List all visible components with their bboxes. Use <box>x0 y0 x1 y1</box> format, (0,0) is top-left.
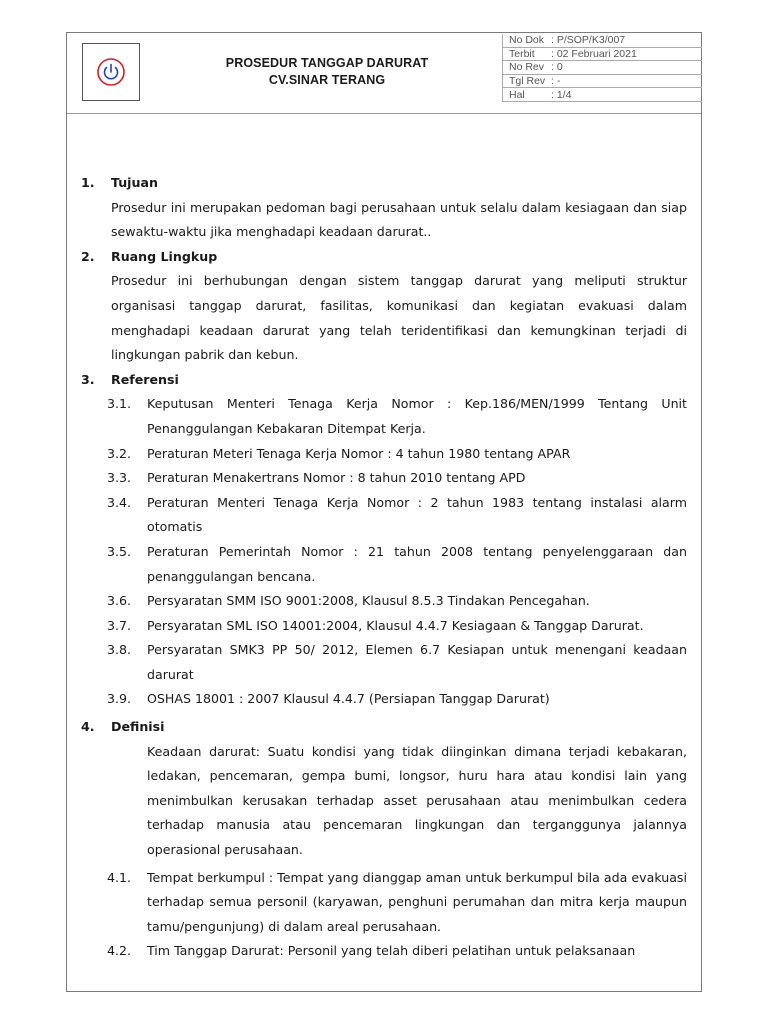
list-item-text: Peraturan Menakertrans Nomor : 8 tahun 2010 tentang APD <box>147 470 526 486</box>
document-header <box>67 33 701 113</box>
meta-row-tgl-rev <box>502 75 702 89</box>
section-title: Definisi <box>111 719 165 735</box>
list-item-number: 3.7. <box>107 617 132 633</box>
meta-row-terbit <box>502 48 702 62</box>
section-number: 1. <box>81 175 95 190</box>
meta-label: No Dok <box>509 34 545 47</box>
document-meta-table <box>502 34 702 102</box>
list-item <box>107 687 687 712</box>
section-number: 4. <box>81 719 95 735</box>
list-item <box>107 392 687 441</box>
meta-value: : - <box>551 75 561 88</box>
meta-value: : 02 Februari 2021 <box>551 47 637 60</box>
list-item <box>107 638 687 687</box>
title-line-1: PROSEDUR TANGGAP DARURAT <box>225 56 429 70</box>
header-divider <box>67 113 701 114</box>
list-item <box>107 614 687 639</box>
section-heading <box>81 245 687 270</box>
section-paragraph: Prosedur ini berhubungan dengan sistem tanggap darurat yang meliputi struktur organisasi tanggap darurat, fasilitas, komunikasi dan kegiatan evakuasi dalam menghadapi keadaan darurat yang telah teridentifikasi dan kemungkinan terjadi di lingkungan pabrik dan kebun. <box>111 273 687 363</box>
list-item-number: 4.1. <box>107 869 132 885</box>
company-logo <box>82 43 140 101</box>
meta-row-hal <box>502 88 702 102</box>
list-item-text: Persyaratan SMK3 PP 50/ 2012, Elemen 6.7 Kesiapan untuk menengani keadaan darurat <box>147 642 687 682</box>
list-item <box>107 939 687 964</box>
title-line-2: CV.SINAR TERANG <box>268 73 386 87</box>
list-item-number: 4.2. <box>107 943 132 959</box>
list-item-number: 3.8. <box>107 642 132 658</box>
list-item-number: 3.2. <box>107 445 132 461</box>
list-item-text: Persyaratan SMM ISO 9001:2008, Klausul 8.5.3 Tindakan Pencegahan. <box>147 593 590 609</box>
section-heading <box>81 171 687 196</box>
list-item <box>107 540 687 589</box>
section-heading <box>81 715 687 740</box>
section-title: Referensi <box>111 371 179 387</box>
meta-value: : 1/4 <box>551 88 572 101</box>
list-item-text: Persyaratan SML ISO 14001:2004, Klausul 4.4.7 Kesiagaan & Tanggap Darurat. <box>147 617 644 633</box>
list-item <box>107 466 687 491</box>
meta-label: Tgl Rev <box>509 75 546 88</box>
section-number: 3. <box>81 371 95 387</box>
list-item-number: 3.9. <box>107 691 132 707</box>
list-item <box>107 589 687 614</box>
section-paragraph: Prosedur ini merupakan pedoman bagi perusahaan untuk selalu dalam kesiagaan dan siap sewaktu-waktu jika menghadapi keadaan darurat.. <box>111 199 687 240</box>
section-number: 2. <box>81 248 95 264</box>
list-item-text: Keputusan Menteri Tenaga Kerja Nomor : Kep.186/MEN/1999 Tentang Unit Penanggulangan Kebakaran Ditempat Kerja. <box>147 396 687 436</box>
meta-label: Hal <box>509 88 525 101</box>
list-item-text: OSHAS 18001 : 2007 Klausul 4.4.7 (Persiapan Tanggap Darurat) <box>147 691 550 707</box>
list-item-number: 3.6. <box>107 593 132 609</box>
meta-label: Terbit <box>509 47 535 60</box>
meta-row-no-rev <box>502 61 702 75</box>
list-item <box>107 491 687 540</box>
list-item-text: Peraturan Pemerintah Nomor : 21 tahun 2008 tentang penyelenggaraan dan penanggulangan bencana. <box>147 543 687 584</box>
list-item-number: 3.5. <box>107 543 132 559</box>
list-item <box>107 866 687 940</box>
power-icon <box>91 52 131 92</box>
meta-label: No Rev <box>509 61 545 74</box>
list-item-number: 3.1. <box>107 396 132 412</box>
document-page <box>66 32 702 992</box>
meta-row-no-dok <box>502 34 702 48</box>
list-item-text: Peraturan Meteri Tenaga Kerja Nomor : 4 tahun 1980 tentang APAR <box>147 445 571 461</box>
section-title: Ruang Lingkup <box>111 248 218 264</box>
document-body <box>81 171 687 964</box>
meta-value: : P/SOP/K3/007 <box>551 34 626 47</box>
list-item <box>107 442 687 467</box>
list-item-number: 3.3. <box>107 470 132 486</box>
list-item-text: Tempat berkumpul : Tempat yang dianggap aman untuk berkumpul bila ada evakuasi terhadap semua personil (karyawan, penghuni perumahan dan mitra kerja maupun tamu/pengunjung) di dalam areal perusahaan. <box>147 869 687 934</box>
list-item-text: Tim Tanggap Darurat: Personil yang telah diberi pelatihan untuk pelaksanaan <box>147 943 636 959</box>
section-paragraph: Keadaan darurat: Suatu kondisi yang tidak diinginkan dimana terjadi kebakaran, ledakan, pencemaran, gempa bumi, longsor, huru hara atau kondisi lain yang menimbulkan kerusakan terhadap asset perusahaan atau menimbulkan cedera terhadap manusia atau pencemaran lingkungan dan terganggunya jalannya operasional perusahaan. <box>147 743 687 858</box>
document-title <box>177 55 477 89</box>
meta-value: : 0 <box>551 61 563 74</box>
section-title: Tujuan <box>111 175 158 190</box>
section-heading <box>81 368 687 393</box>
list-item-text: Peraturan Menteri Tenaga Kerja Nomor : 2 tahun 1983 tentang instalasi alarm otomatis <box>147 494 687 535</box>
list-item-number: 3.4. <box>107 494 132 510</box>
